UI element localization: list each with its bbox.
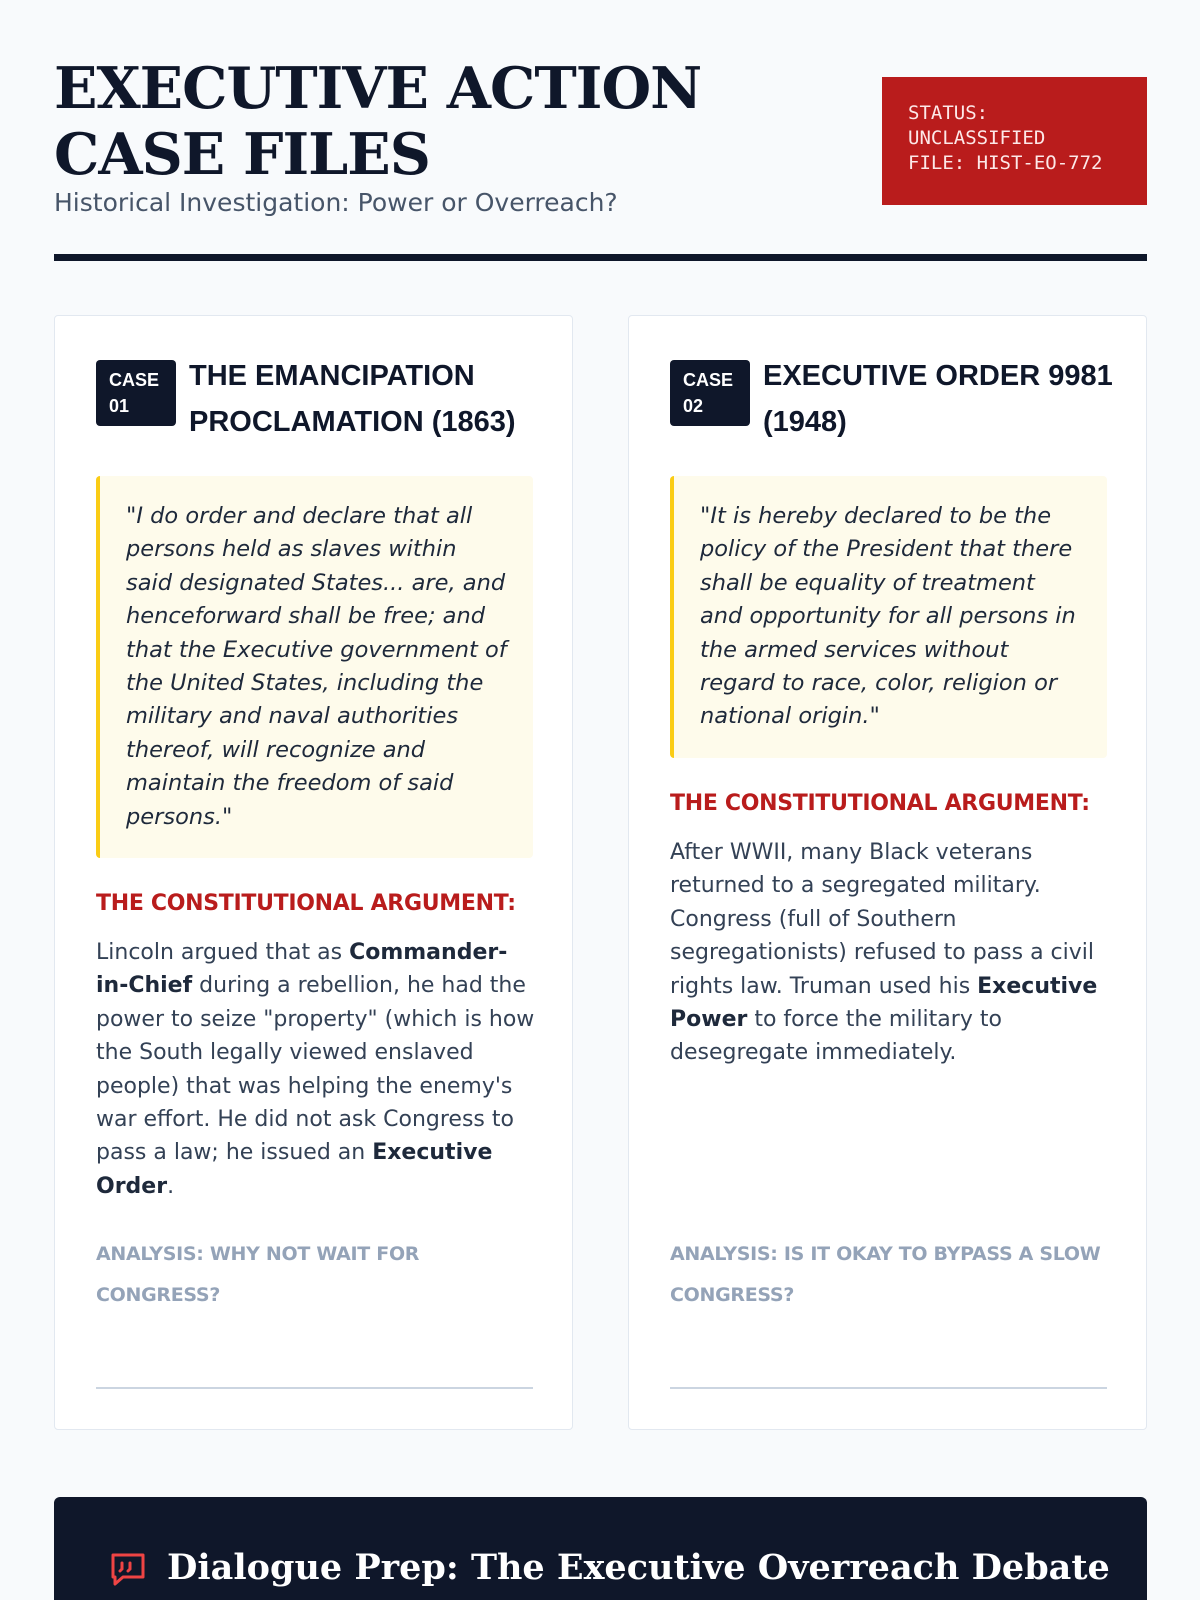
argument-text	[670, 836, 1110, 1070]
case-badge-label: CASE	[683, 370, 734, 390]
argument-text-segment: Lincoln argued that as	[96, 940, 350, 965]
case-badge-label: CASE	[109, 370, 160, 390]
analysis-prompt: ANALYSIS: IS IT OKAY TO BYPASS A SLOW CONGRESS?	[670, 1243, 1101, 1306]
argument-emphasis: Commander-in-Chief	[96, 940, 508, 999]
argument-text-segment: After WWII, many Black veterans returned to a segregated military. Congress (full of Southern segregationists) refused to pass a civil rights law. Truman used his	[670, 840, 1094, 999]
case-title: EXECUTIVE ORDER 9981 (1948)	[763, 360, 1113, 438]
status-badge	[882, 77, 1147, 205]
case-title: THE EMANCIPATION PROCLAMATION (1863)	[189, 360, 516, 438]
classification-line: UNCLASSIFIED	[908, 127, 1046, 149]
dialogue-title: Dialogue Prep: The Executive Overreach Debate	[167, 1547, 1110, 1588]
dialogue-prep-panel	[54, 1497, 1147, 1600]
case-badge-number: 01	[109, 396, 130, 416]
argument-text-segment: during a rebellion, he had the power to seize "property" (which is how the South legally viewed enslaved people) that was helping the enemy's war effort. He did not ask Congress to pass a law; he issued an	[96, 973, 535, 1166]
argument-emphasis: Executive Order	[96, 1140, 493, 1199]
case-card-01	[54, 315, 573, 1430]
argument-label: THE CONSTITUTIONAL ARGUMENT:	[670, 791, 1090, 816]
case-header	[96, 353, 549, 445]
case-badge	[670, 360, 750, 426]
analysis-prompt: ANALYSIS: WHY NOT WAIT FOR CONGRESS?	[96, 1243, 420, 1306]
argument-text	[96, 936, 536, 1203]
file-id-line: FILE: HIST-EO-772	[908, 152, 1103, 174]
argument-emphasis: Executive Power	[670, 973, 1098, 1033]
page-subtitle: Historical Investigation: Power or Overreach?	[54, 188, 618, 217]
case-header	[670, 353, 1123, 445]
answer-line[interactable]	[96, 1387, 533, 1389]
case-card-02	[628, 315, 1147, 1430]
argument-label: THE CONSTITUTIONAL ARGUMENT:	[96, 891, 516, 916]
answer-line[interactable]	[670, 1387, 1107, 1389]
case-badge	[96, 360, 176, 426]
status-line: STATUS:	[908, 102, 989, 124]
argument-text-segment: to force the military to desegregate immediately.	[670, 1007, 1002, 1066]
chat-bubble-icon	[109, 1552, 147, 1593]
page-title: EXECUTIVE ACTION CASE FILES	[54, 55, 702, 188]
case-badge-number: 02	[683, 396, 704, 416]
case-quote: "I do order and declare that all persons held as slaves within said designated States... are, and henceforward shall be free; and that the Executive government of the United States, including the military and naval authorities thereof, will recognize and maintain the freedom of said persons."	[96, 476, 533, 858]
page-header	[54, 56, 1147, 261]
case-quote: "It is hereby declared to be the policy of the President that there shall be equality of treatment and opportunity for all persons in the armed services without regard to race, color, religion or national origin."	[670, 476, 1107, 758]
argument-text-segment: .	[167, 1173, 175, 1199]
